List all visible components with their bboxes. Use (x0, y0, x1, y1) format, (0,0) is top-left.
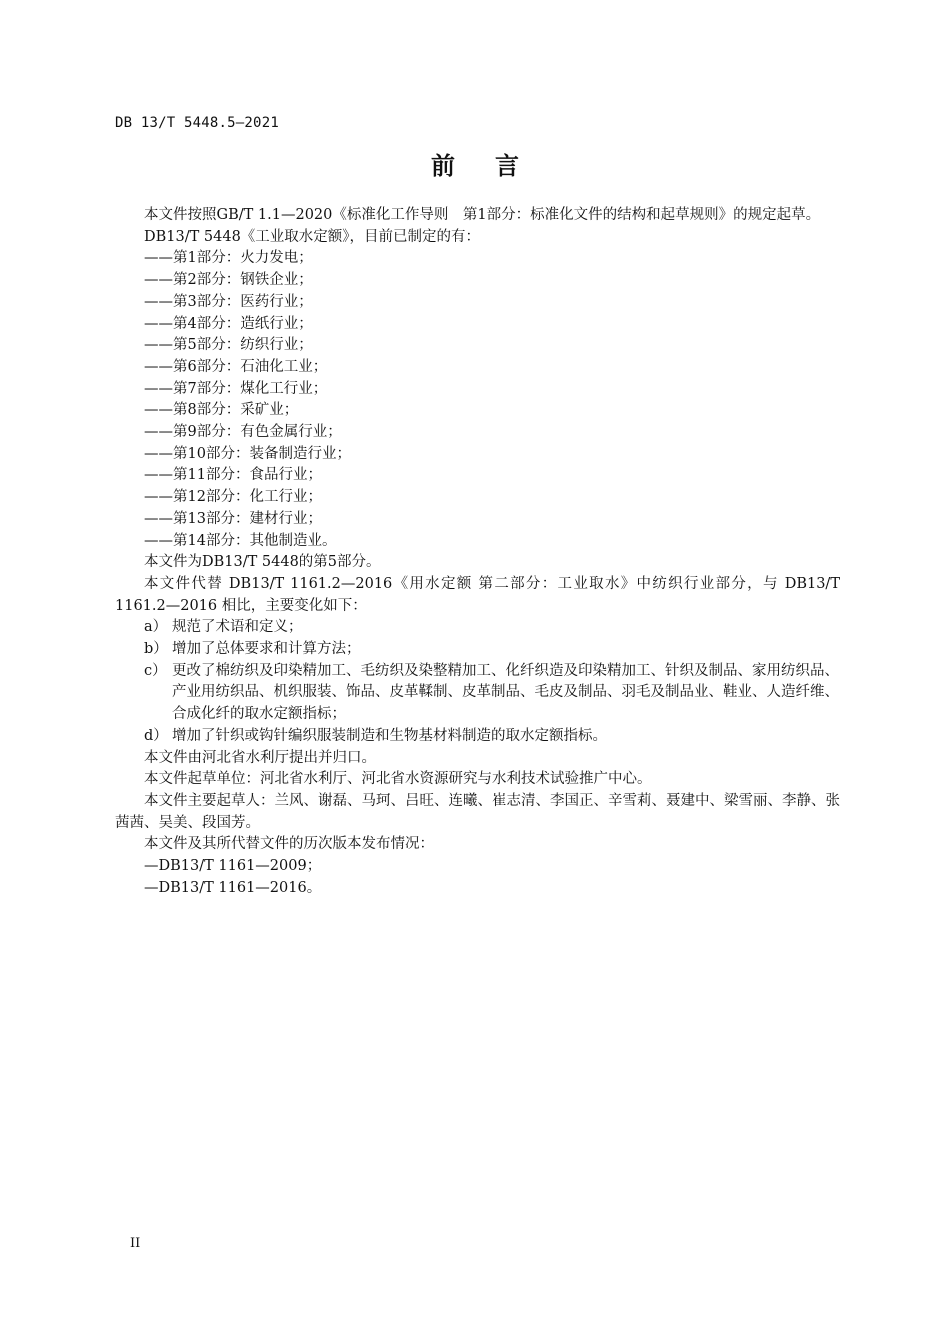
paragraph-drafting-units: 本文件起草单位：河北省水利厅、河北省水资源研究与水利技术试验推广中心。 (144, 771, 652, 788)
list-marker: a） (144, 619, 168, 636)
paragraph-drafting-rules: 本文件按照GB/T 1.1—2020《标准化工作导则 第1部分：标准化文件的结构和起草规则》的规定起草。 (144, 207, 821, 223)
list-item: ——第5部分：纺织行业； (144, 337, 313, 354)
list-text: 规范了术语和定义； (172, 619, 303, 636)
page-title: 前言 (431, 151, 559, 180)
paragraph-series-intro: DB13/T 5448《工业取水定额》，目前已制定的有： (144, 228, 481, 245)
paragraph-proposer: 本文件由河北省水利厅提出并归口。 (144, 749, 376, 766)
list-item: ——第2部分：钢铁企业； (144, 272, 313, 289)
page-number: II (130, 1236, 141, 1251)
list-item: ——第11部分：食品行业； (144, 467, 322, 484)
standard-number: DB 13/T 5448.5—2021 (115, 115, 279, 131)
list-item (115, 726, 840, 748)
list-marker: c） (144, 662, 167, 679)
list-item: —DB13/T 1161—2016。 (144, 879, 322, 896)
list-item: ——第8部分：采矿业； (144, 402, 299, 419)
list-item: ——第6部分：石油化工业； (144, 358, 328, 375)
paragraph-part-statement: 本文件为DB13/T 5448的第5部分。 (144, 554, 381, 571)
document-body (115, 205, 840, 900)
list-text: 更改了棉纺织及印染精加工、毛纺织及染整精加工、化纤织造及印染精加工、针织及制品、家用纺织品、产业用纺织品、机织服装、饰品、皮革鞣制、皮革制品、毛皮及制品、羽毛及制品业、鞋业、人造纤维、合成化纤的取水定额指标； (172, 662, 839, 723)
parts-list (115, 248, 840, 552)
list-item: ——第4部分：造纸行业； (144, 315, 313, 332)
list-text: 增加了针织或钩针编织服装制造和生物基材料制造的取水定额指标。 (172, 727, 607, 744)
list-item: —DB13/T 1161—2009； (144, 858, 322, 875)
list-item: ——第12部分：化工行业； (144, 489, 322, 506)
paragraph-replacement: 本文件代替 DB13/T 1161.2—2016《用水定额 第二部分：工业取水》中纺织行业部分，与 DB13/T 1161.2—2016 相比，主要变化如下： (115, 575, 840, 614)
history-list (115, 856, 840, 899)
list-item: ——第1部分：火力发电； (144, 250, 313, 267)
list-marker: d） (144, 727, 168, 744)
list-item: ——第13部分：建材行业； (144, 510, 322, 527)
list-item: ——第3部分：医药行业； (144, 293, 313, 310)
paragraph-history-intro: 本文件及其所代替文件的历次版本发布情况： (144, 836, 434, 853)
paragraph-drafters: 本文件主要起草人：兰风、谢磊、马珂、吕旺、连曦、崔志清、李国正、辛雪莉、聂建中、梁雪丽、李静、张茜茜、吴美、段国芳。 (115, 792, 840, 831)
list-item (115, 617, 840, 639)
list-item (115, 661, 840, 726)
list-item: ——第7部分：煤化工行业； (144, 380, 328, 397)
list-item: ——第10部分：装备制造行业； (144, 445, 351, 462)
list-item: ——第14部分：其他制造业。 (144, 532, 337, 549)
list-item (115, 639, 840, 661)
list-text: 增加了总体要求和计算方法； (172, 641, 361, 658)
list-marker: b） (144, 641, 168, 658)
changes-list (115, 617, 840, 747)
list-item: ——第9部分：有色金属行业； (144, 424, 342, 441)
